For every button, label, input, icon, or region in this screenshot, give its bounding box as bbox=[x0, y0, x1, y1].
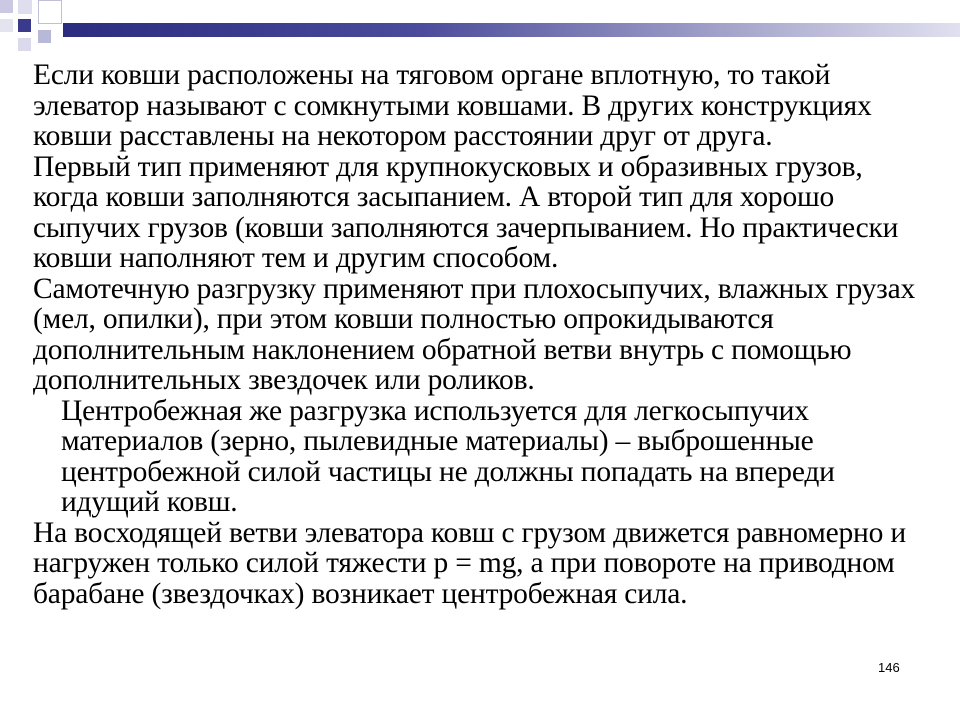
paragraph: На восходящей ветви элеватора ковш с грузом движется равномерно и нагружен только силой тяжести р = mg, а при повороте на приводном барабане (звездочках) возникает центробежная сила. bbox=[33, 516, 906, 610]
header-decoration bbox=[0, 0, 960, 60]
page-number: 146 bbox=[878, 660, 900, 675]
paragraph: Самотечную разгрузку применяют при плохосыпучих, влажных грузах (мел, опилки), при этом ковши полностью опрокидываются дополнительным наклонением обратной ветви внутрь с помощью дополнительных звездочек или роликов. bbox=[33, 272, 916, 396]
paragraph: Центробежная же разгрузка используется для легкосыпучих материалов (зерно, пылевидные материалы) – выброшенные центробежной силой частицы не должны попадать на впереди идущий ковш. bbox=[61, 394, 835, 518]
decor-square bbox=[18, 19, 31, 32]
paragraph: Первый тип применяют для крупнокусковых и образивных грузов, когда ковши заполняются засыпанием. А второй тип для хорошо сыпучих грузов (ковши заполняются зачерпыванием. Но практически ковши наполняют тем и другим способом. bbox=[33, 150, 899, 274]
decor-square bbox=[38, 30, 51, 43]
header-gradient-bar bbox=[63, 23, 960, 37]
decor-square bbox=[0, 19, 13, 32]
decor-square bbox=[38, 0, 62, 24]
decor-square bbox=[0, 0, 13, 13]
decor-square bbox=[18, 0, 32, 14]
paragraph: Если ковши расположены на тяговом органе вплотную, то такой элеватор называют с сомкнутыми ковшами. В других конструкциях ковши расставлены на некотором расстоянии друг от друга. bbox=[33, 59, 872, 152]
decor-square bbox=[18, 38, 31, 51]
slide-body bbox=[33, 60, 928, 609]
